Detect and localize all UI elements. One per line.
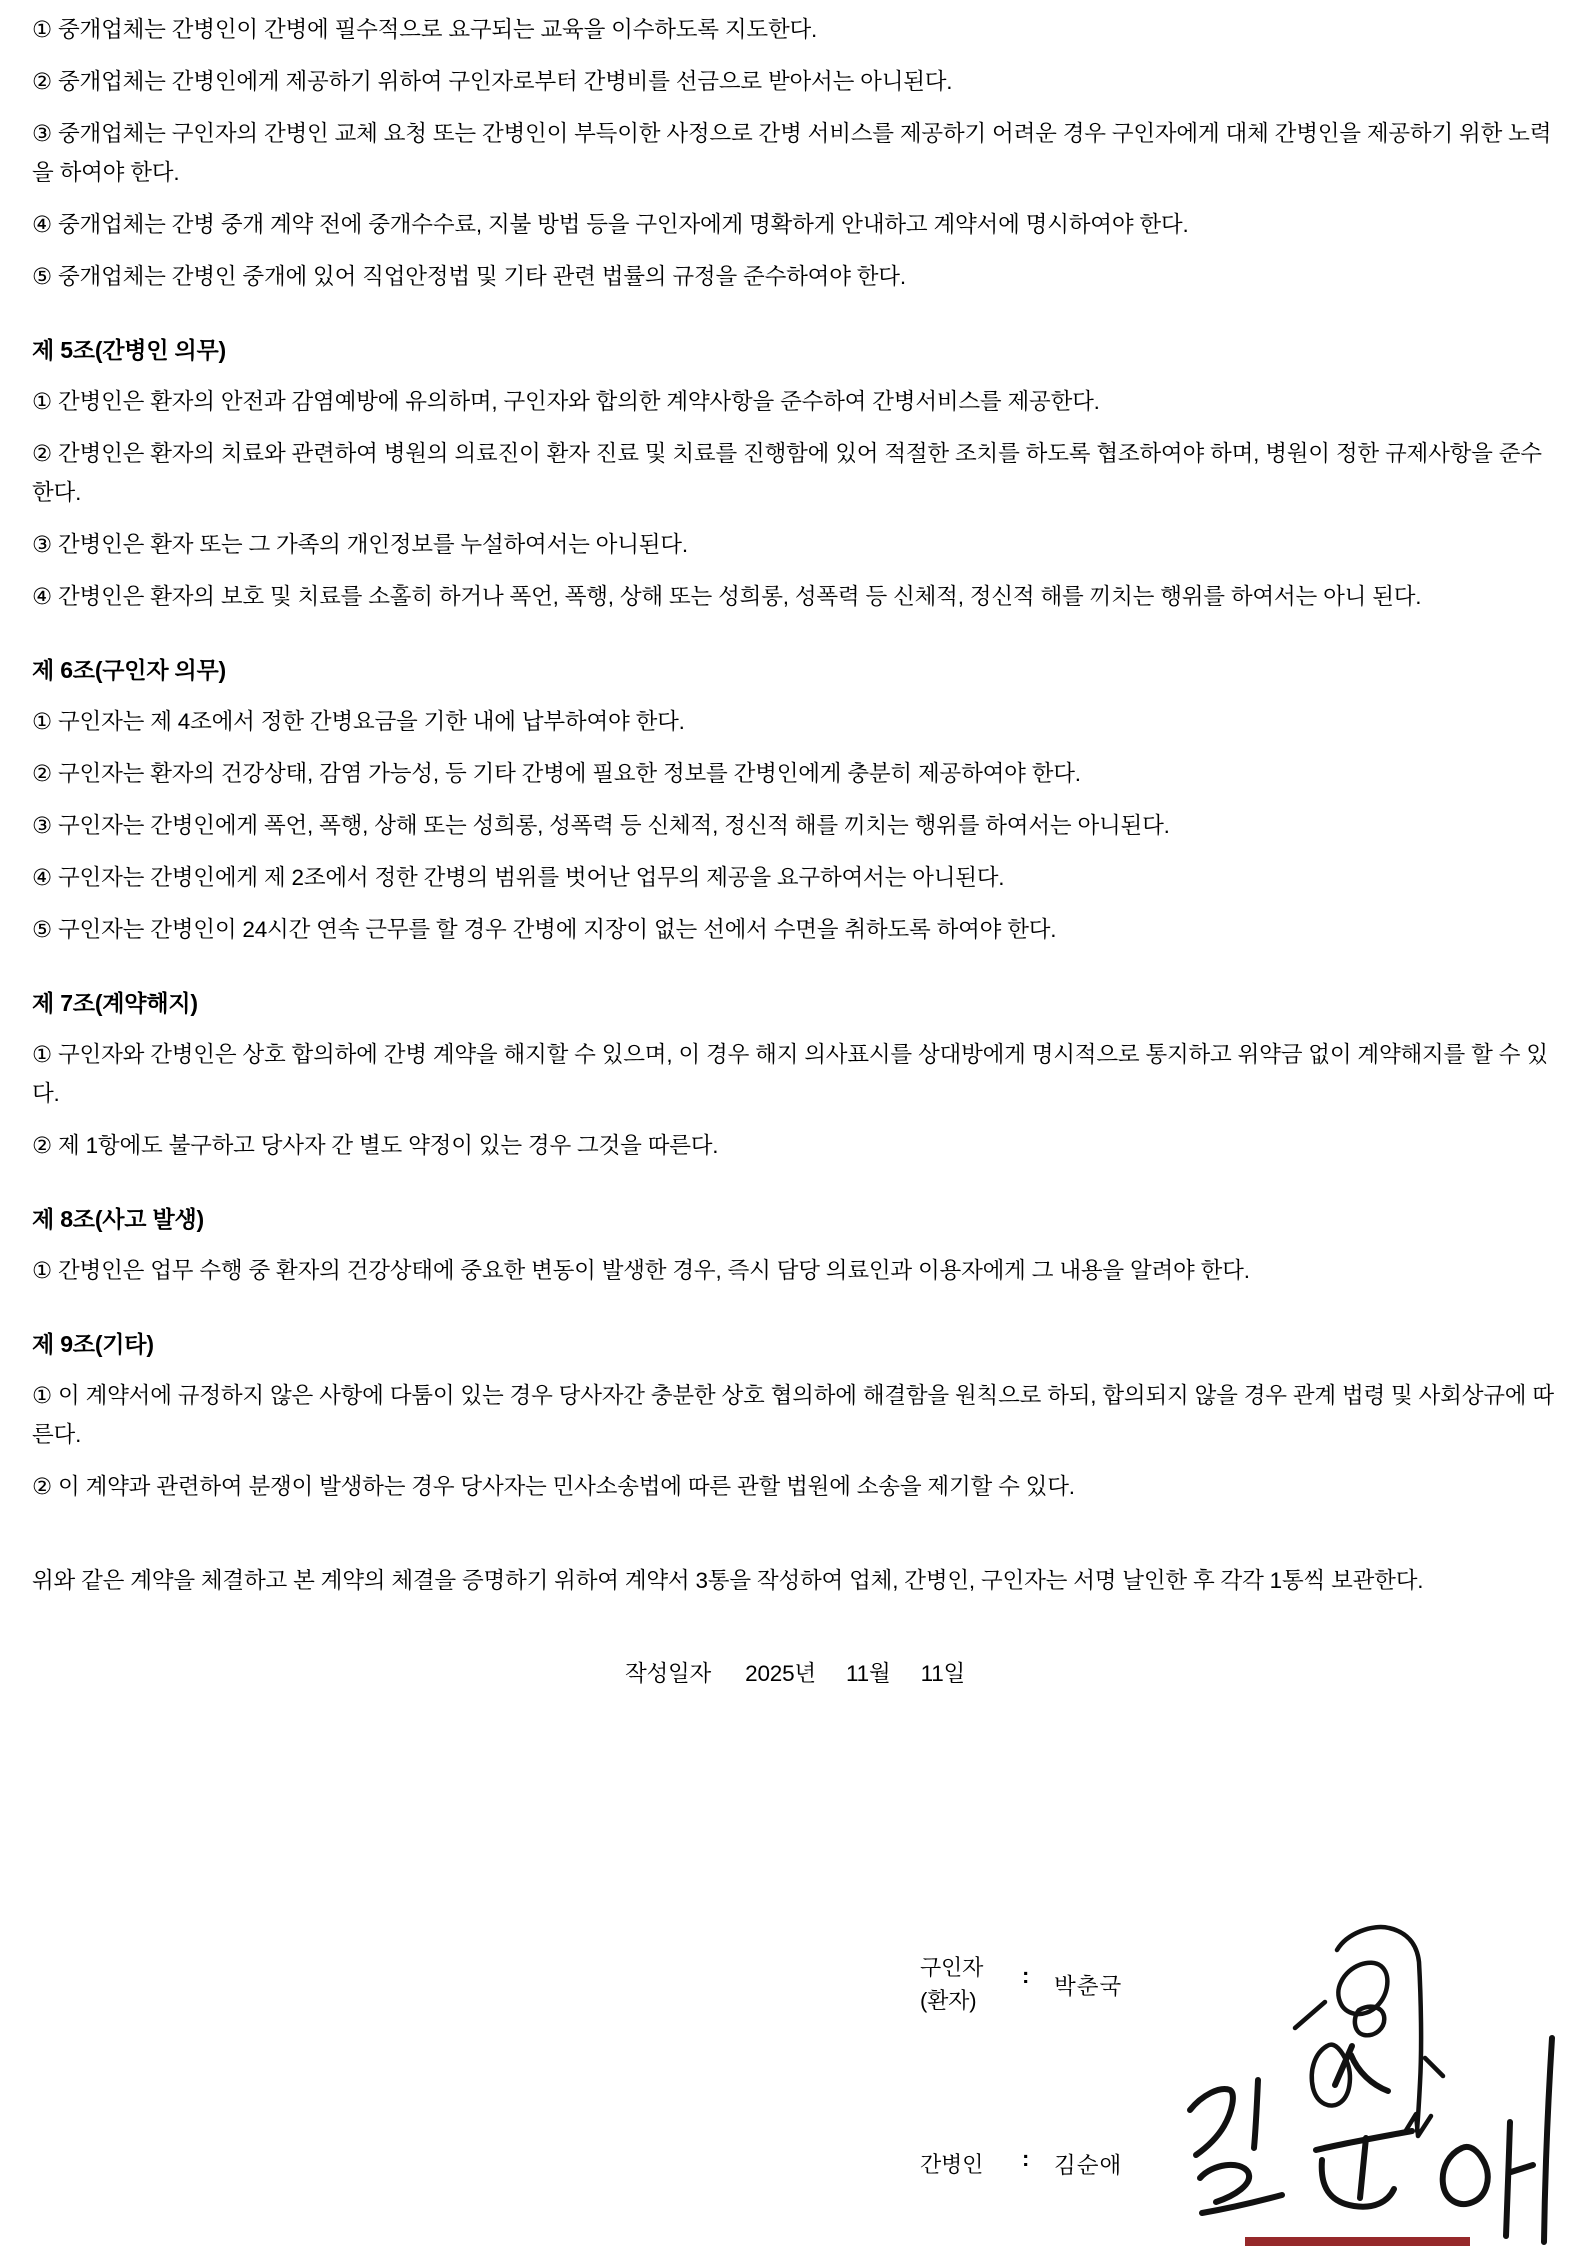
contract-clause: ① 이 계약서에 규정하지 않은 사항에 다툼이 있는 경우 당사자간 충분한 상호 협의하에 해결함을 원칙으로 하되, 합의되지 않을 경우 관계 법령 및 사회상규에 따른다. xyxy=(32,1383,1554,1447)
contract-clause: ⑤ 구인자는 간병인이 24시간 연속 근무를 할 경우 간병에 지장이 없는 선에서 수면을 취하도록 하여야 한다. xyxy=(32,917,1057,942)
signer-role-caregiver xyxy=(920,2148,983,2181)
contract-clause: ④ 간병인은 환자의 보호 및 치료를 소홀히 하거나 폭언, 폭행, 상해 또는 성희롱, 성폭력 등 신체적, 정신적 해를 끼치는 행위를 하여서는 아니 된다. xyxy=(32,584,1422,609)
contract-clause: ③ 중개업체는 구인자의 간병인 교체 요청 또는 간병인이 부득이한 사정으로 간병 서비스를 제공하기 어려운 경우 구인자에게 대체 간병인을 제공하기 위한 노력을 하여야 한다. xyxy=(32,121,1552,185)
contract-clause: ③ 구인자는 간병인에게 폭언, 폭행, 상해 또는 성희롱, 성폭력 등 신체적, 정신적 해를 끼치는 행위를 하여서는 아니된다. xyxy=(32,813,1170,838)
contract-clause: ① 구인자는 제 4조에서 정한 간병요금을 기한 내에 납부하여야 한다. xyxy=(32,709,685,734)
date-year: 2025년 xyxy=(745,1661,816,1686)
contract-clause: ① 간병인은 환자의 안전과 감염예방에 유의하며, 구인자와 합의한 계약사항을 준수하여 간병서비스를 제공한다. xyxy=(32,389,1100,414)
contract-clause: ③ 간병인은 환자 또는 그 가족의 개인정보를 누설하여서는 아니된다. xyxy=(32,532,688,557)
signer-colon: : xyxy=(1022,2146,1030,2171)
signer-role-line1: 구인자 xyxy=(920,1955,984,1980)
signer-role-line1: 간병인 xyxy=(920,2152,984,2177)
signer-role-line2: (환자) xyxy=(920,1988,977,2013)
contract-clause: ⑤ 중개업체는 간병인 중개에 있어 직업안정법 및 기타 관련 법률의 규정을 준수하여야 한다. xyxy=(32,264,906,289)
section-heading-article-8: 제 8조(사고 발생) xyxy=(32,1206,204,1232)
contract-clause: ① 간병인은 업무 수행 중 환자의 건강상태에 중요한 변동이 발생한 경우, 즉시 담당 의료인과 이용자에게 그 내용을 알려야 한다. xyxy=(32,1258,1250,1283)
contract-clause: ① 중개업체는 간병인이 간병에 필수적으로 요구되는 교육을 이수하도록 지도한다. xyxy=(32,17,818,42)
signer-role-employer xyxy=(920,1951,983,2017)
contract-clause: ① 구인자와 간병인은 상호 합의하에 간병 계약을 해지할 수 있으며, 이 경우 해지 의사표시를 상대방에게 명시적으로 통지하고 위약금 없이 계약해지를 할 수 있다. xyxy=(32,1042,1548,1106)
contract-clause: ④ 중개업체는 간병 중개 계약 전에 중개수수료, 지불 방법 등을 구인자에게 명확하게 안내하고 계약서에 명시하여야 한다. xyxy=(32,212,1189,237)
contract-clause: ② 구인자는 환자의 건강상태, 감염 가능성, 등 기타 간병에 필요한 정보를 간병인에게 충분히 제공하여야 한다. xyxy=(32,761,1081,786)
signer-colon: : xyxy=(1022,1963,1030,1988)
date-label: 작성일자 xyxy=(624,1661,712,1686)
contract-clause: ② 제 1항에도 불구하고 당사자 간 별도 약정이 있는 경우 그것을 따른다. xyxy=(32,1133,719,1158)
signature-handwriting-caregiver xyxy=(1170,2030,1580,2245)
contract-clause: ② 이 계약과 관련하여 분쟁이 발생하는 경우 당사자는 민사소송법에 따른 관할 법원에 소송을 제기할 수 있다. xyxy=(32,1474,1075,1499)
section-heading-article-6: 제 6조(구인자 의무) xyxy=(32,657,227,683)
contract-clause: ④ 구인자는 간병인에게 제 2조에서 정한 간병의 범위를 벗어난 업무의 제공을 요구하여서는 아니된다. xyxy=(32,865,1005,890)
section-heading-article-5: 제 5조(간병인 의무) xyxy=(32,337,227,363)
contract-clause: ② 중개업체는 간병인에게 제공하기 위하여 구인자로부터 간병비를 선금으로 받아서는 아니된다. xyxy=(32,69,953,94)
signer-name-caregiver: 김순애 xyxy=(1054,2153,1123,2178)
contract-clause: ② 간병인은 환자의 치료와 관련하여 병원의 의료진이 환자 진료 및 치료를 진행함에 있어 적절한 조치를 하도록 협조하여야 하며, 병원이 정한 규제사항을 준수한다. xyxy=(32,441,1542,505)
date-day: 11일 xyxy=(920,1661,966,1686)
closing-paragraph: 위와 같은 계약을 체결하고 본 계약의 체결을 증명하기 위하여 계약서 3통을 작성하여 업체, 간병인, 구인자는 서명 날인한 후 각각 1통씩 보관한다. xyxy=(32,1568,1424,1593)
section-heading-article-7: 제 7조(계약해지) xyxy=(32,990,198,1016)
signer-name-employer: 박춘국 xyxy=(1054,1974,1123,1999)
section-heading-article-9: 제 9조(기타) xyxy=(32,1331,154,1357)
date-month: 11월 xyxy=(846,1661,891,1686)
date-line xyxy=(32,1656,1558,1688)
